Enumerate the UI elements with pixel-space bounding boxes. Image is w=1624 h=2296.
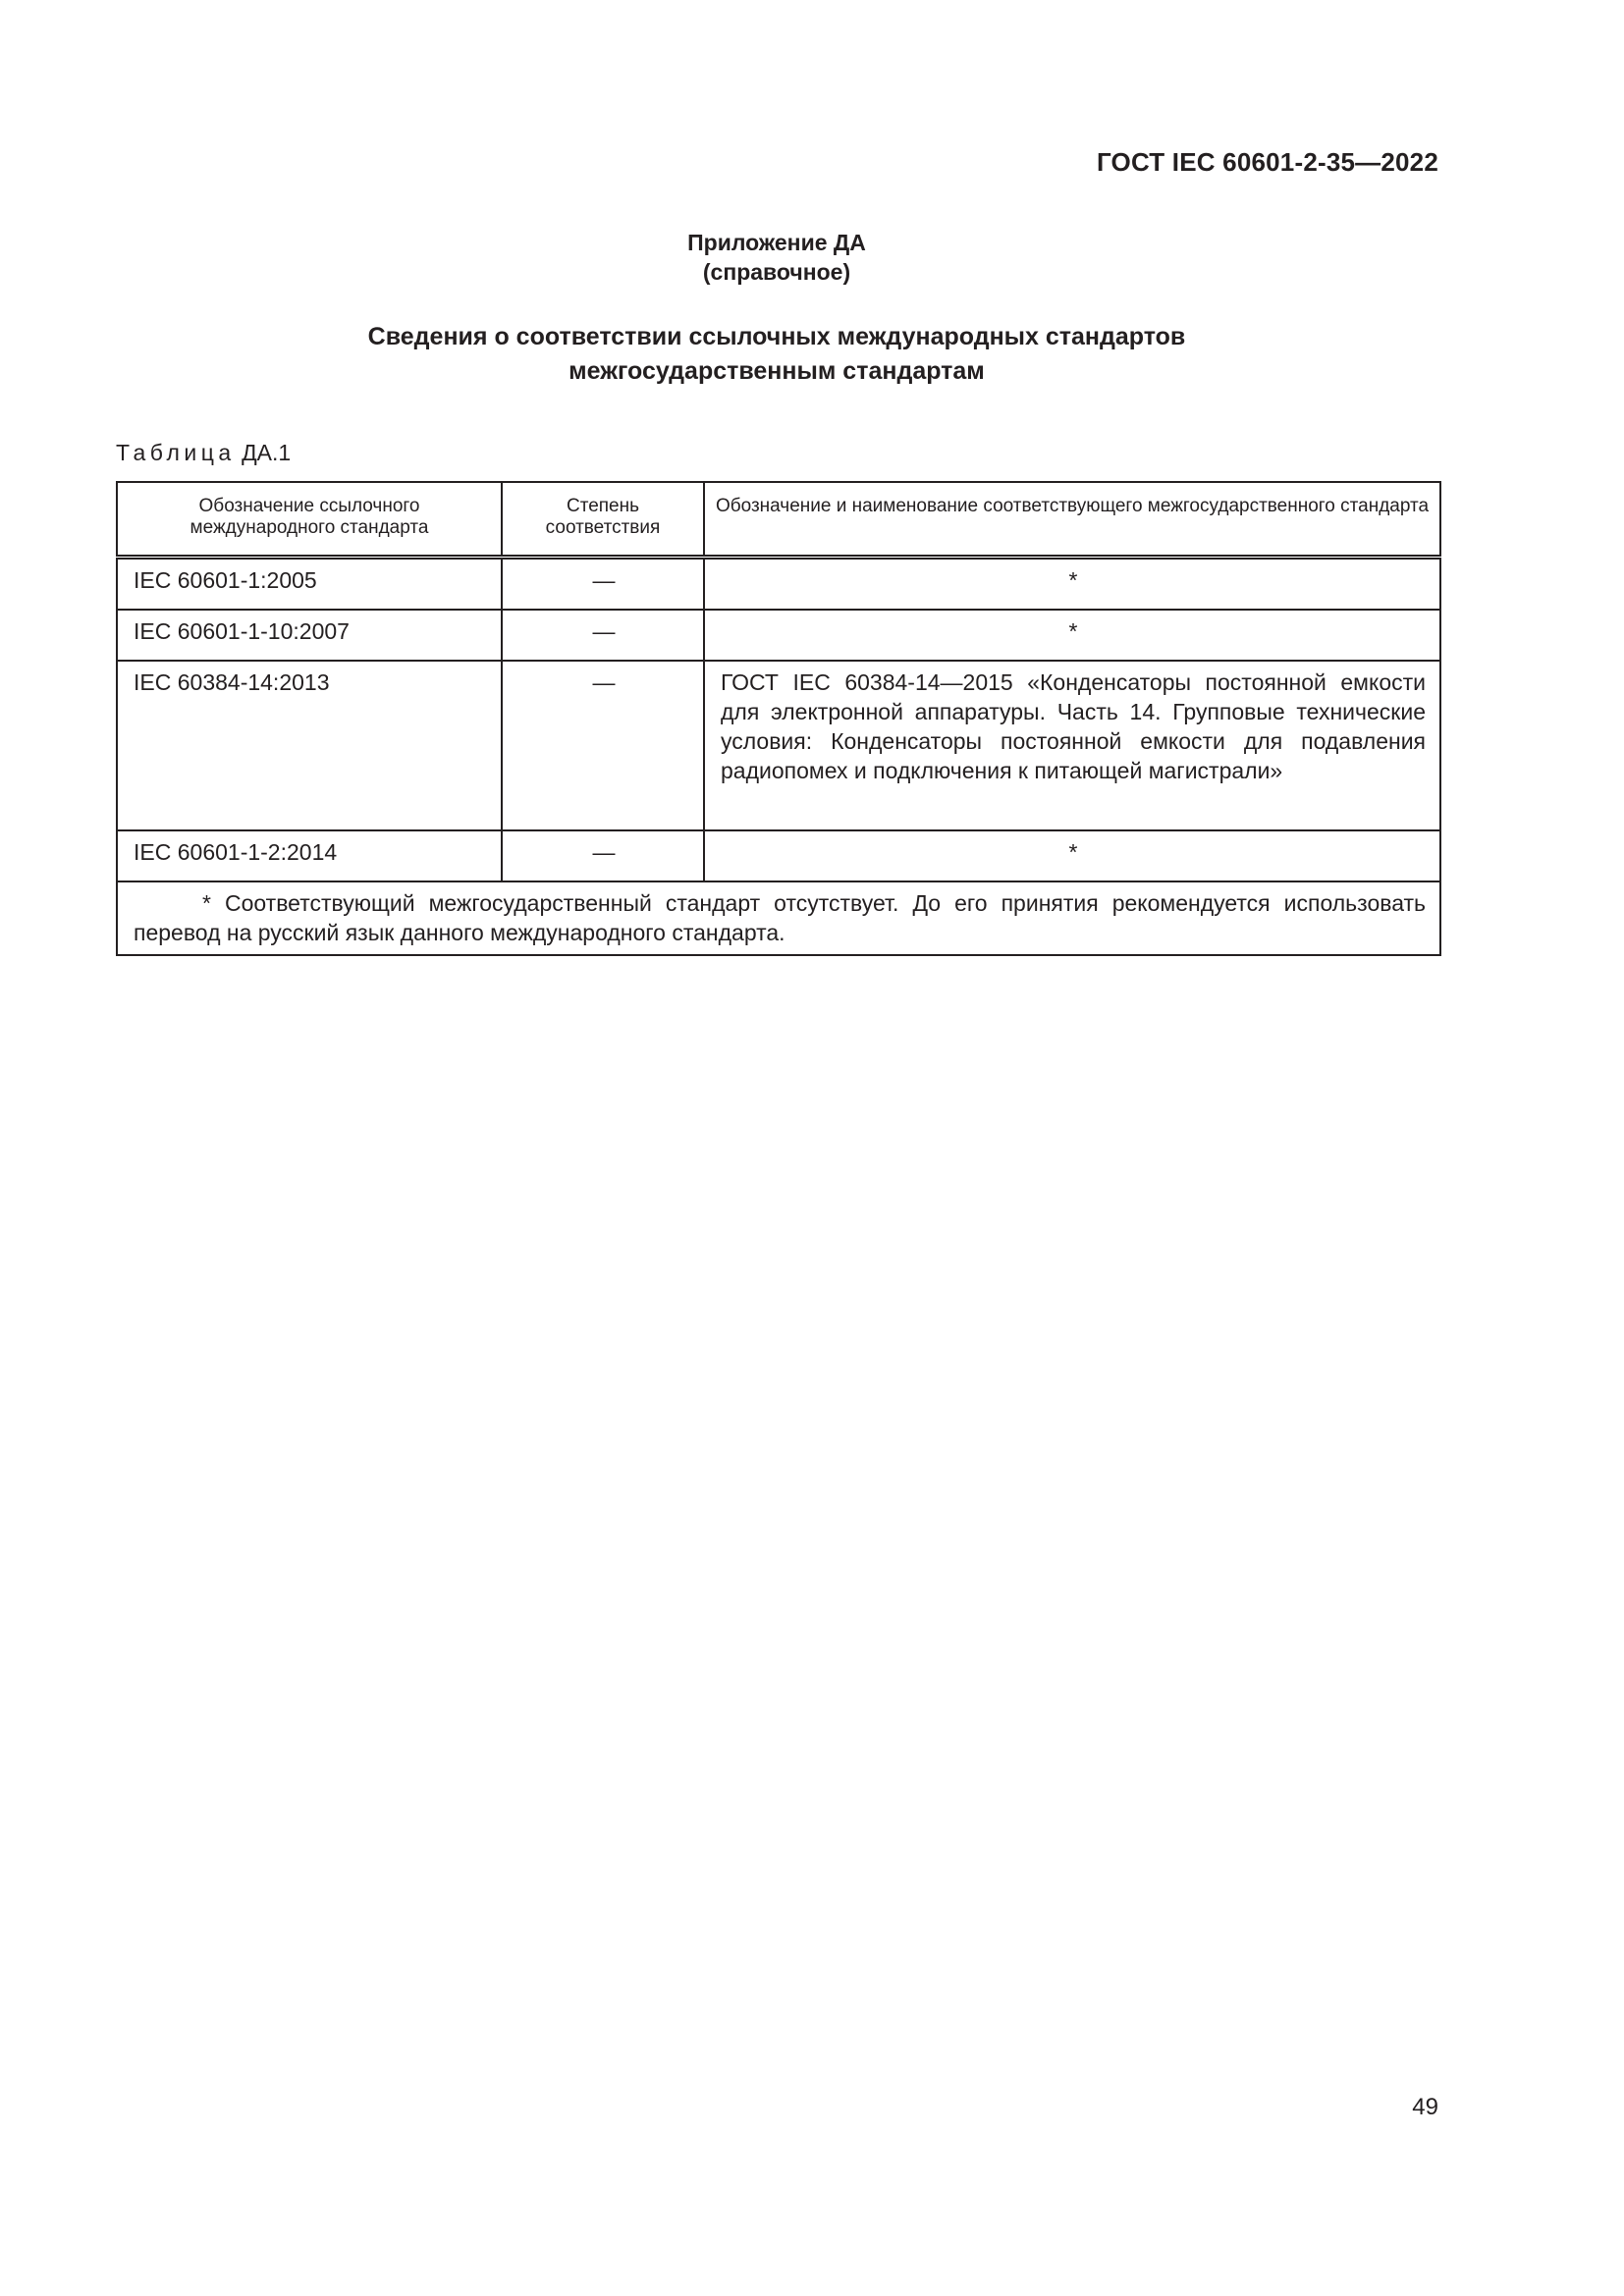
cell-interstate-standard: ГОСТ IEC 60384-14—2015 «Конденсаторы постоянной емкости для электронной аппаратуры. Часть 14. Групповые технические условия: Конденсаторы постоянной емкости для подавления радиопомех и подключения к питающей магистрали» [704, 661, 1440, 830]
table-footnote-cell [117, 881, 1440, 955]
table-caption-number: ДА.1 [242, 440, 292, 465]
column-header-reference-standard: Обозначение ссылочного международного стандарта [117, 482, 502, 558]
standards-correspondence-table [116, 481, 1441, 956]
table-footnote-row [117, 881, 1440, 955]
table-header-row [117, 482, 1440, 558]
page-number: 49 [1412, 2094, 1438, 2120]
cell-degree: — [502, 830, 704, 881]
section-title-line-1: Сведения о соответствии ссылочных международных стандартов [367, 323, 1186, 350]
cell-interstate-standard: * [704, 830, 1440, 881]
table-footnote: * Соответствующий межгосударственный стандарт отсутствует. До его принятия рекомендуется использовать перевод на русский язык данного международного стандарта. [134, 890, 1426, 945]
cell-reference-standard: IEC 60601-1-10:2007 [117, 610, 502, 661]
table-caption [116, 440, 291, 466]
cell-reference-standard: IEC 60601-1-2:2014 [117, 830, 502, 881]
cell-interstate-standard: * [704, 558, 1440, 611]
annex-subtitle: (справочное) [702, 259, 851, 285]
section-title-line-2: межгосударственным стандартам [568, 357, 985, 385]
cell-reference-standard: IEC 60601-1:2005 [117, 558, 502, 611]
annex-title: Приложение ДА [687, 230, 866, 255]
table-row [117, 558, 1440, 611]
column-header-degree: Степень соответствия [502, 482, 704, 558]
cell-reference-standard: IEC 60384-14:2013 [117, 661, 502, 830]
column-header-interstate-standard: Обозначение и наименование соответствующего межгосударственного стандарта [704, 482, 1440, 558]
table-row [117, 661, 1440, 830]
cell-degree: — [502, 610, 704, 661]
cell-degree: — [502, 661, 704, 830]
annex-heading [0, 228, 1553, 287]
section-title [0, 320, 1553, 389]
table-row [117, 830, 1440, 881]
cell-degree: — [502, 558, 704, 611]
table-caption-word: Таблица [116, 440, 236, 465]
table-row [117, 610, 1440, 661]
document-code: ГОСТ IEC 60601-2-35—2022 [1096, 147, 1438, 177]
cell-interstate-standard: * [704, 610, 1440, 661]
